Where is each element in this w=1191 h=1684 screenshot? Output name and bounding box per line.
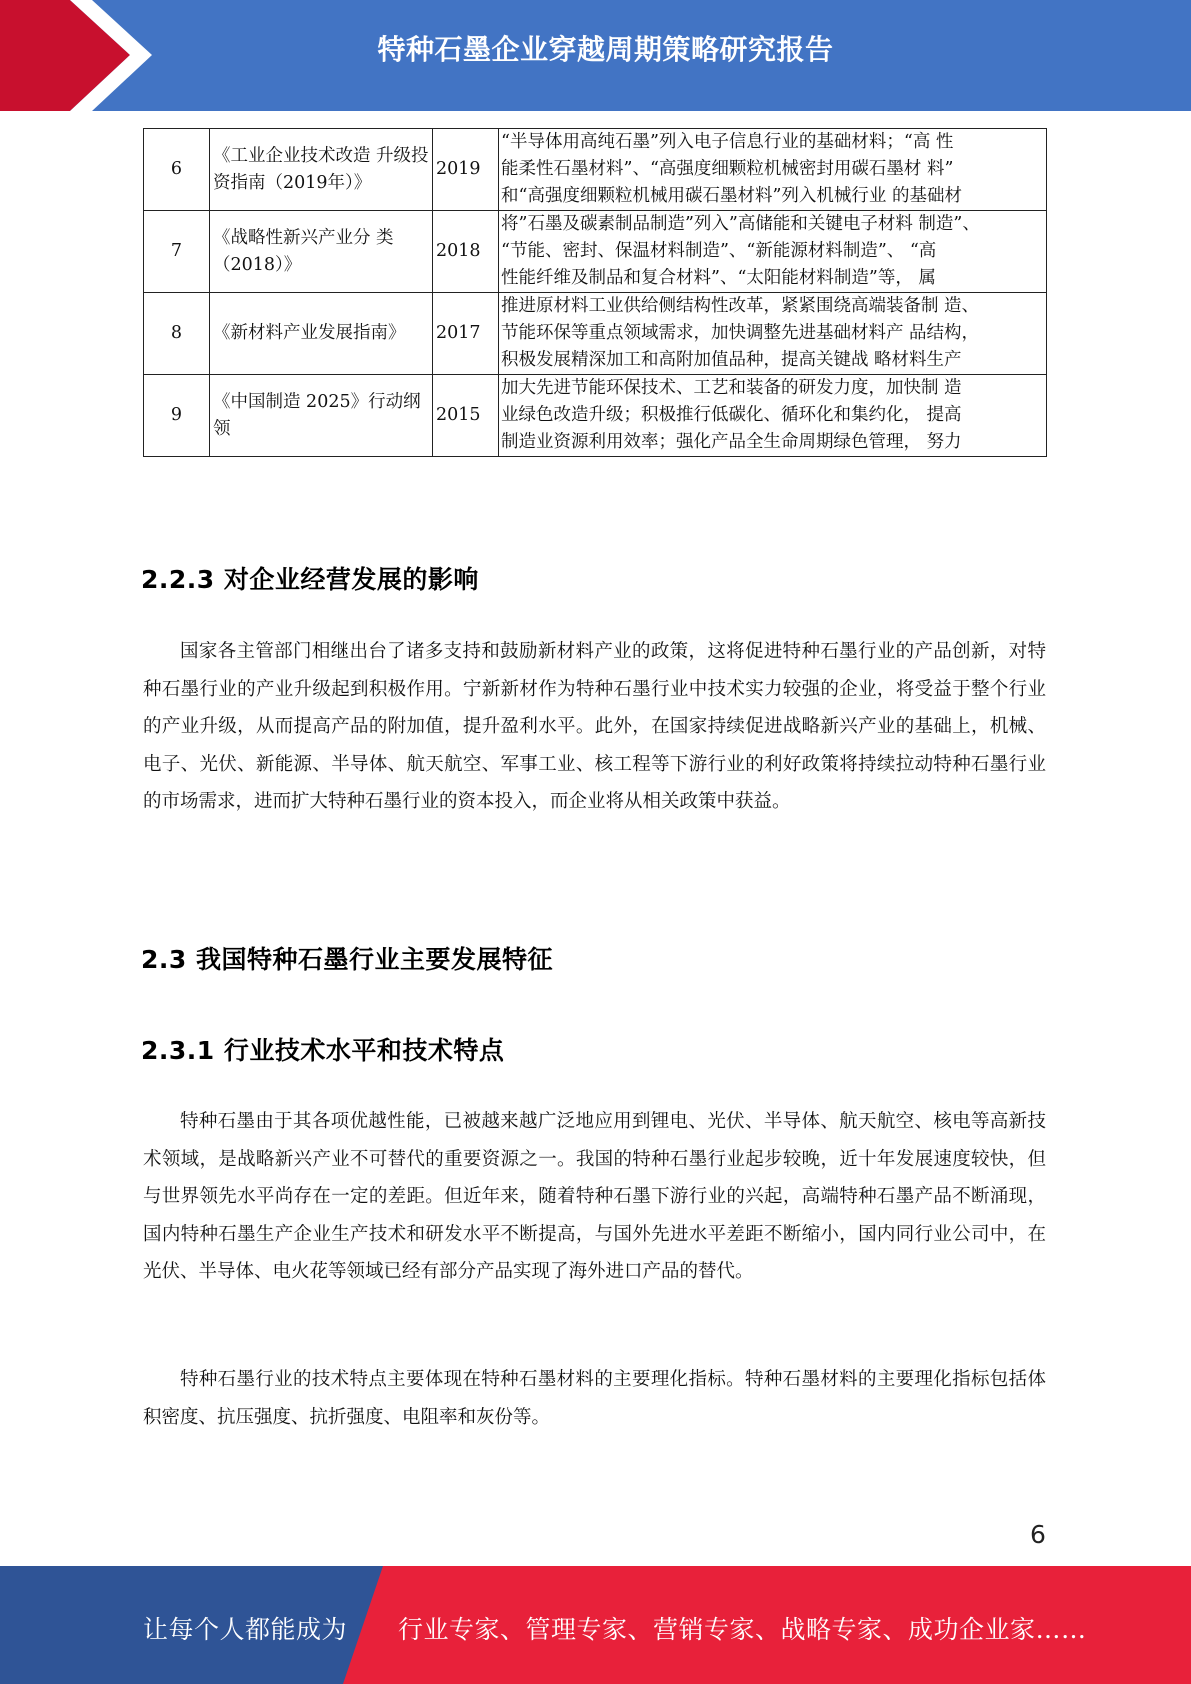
policy-content-cell [499, 293, 1047, 375]
footer-slogan-right: 行业专家、管理专家、营销专家、战略专家、成功企业家…… [398, 1615, 1087, 1644]
policy-content-cell [499, 375, 1047, 457]
policy-name-cell: 《中国制造 2025》行动纲领 [210, 375, 433, 457]
table-row [144, 211, 1047, 293]
policy-name-cell: 《工业企业技术改造 升级投资指南（2019年）》 [210, 129, 433, 211]
policy-content-text [499, 293, 1046, 374]
policy-content-text [499, 375, 1046, 456]
policy-content-line: 性能纤维及制品和复合材料”、“太阳能材料制造”等， 属 [501, 268, 936, 288]
policy-content-line: “半导体用高纯石墨”列入电子信息行业的基础材料；“高 性 [501, 132, 954, 152]
policy-content-cell [499, 211, 1047, 293]
policy-number-cell: 6 [144, 129, 210, 211]
policy-content-line: 能柔性石墨材料”、“高强度细颗粒机械密封用碳石墨材 料” [501, 159, 954, 179]
policy-year-cell: 2015 [433, 375, 499, 457]
policy-content-text [499, 211, 1046, 292]
policy-content-line: 业绿色改造升级；积极推行低碳化、循环化和集约化， 提高 [501, 405, 962, 425]
policy-name-cell: 《战略性新兴产业分 类（2018）》 [210, 211, 433, 293]
policy-content-line: “节能、密封、保温材料制造”、“新能源材料制造”、 “高 [501, 241, 937, 261]
policy-content-line: 和“高强度细颗粒机械用碳石墨材料”列入机械行业 的基础材 [501, 186, 962, 206]
section-heading-2-3-1: 2.3.1 行业技术水平和技术特点 [141, 1036, 505, 1065]
report-title: 特种石墨企业穿越周期策略研究报告 [377, 33, 834, 66]
section-heading-2-3: 2.3 我国特种石墨行业主要发展特征 [141, 945, 553, 974]
footer-slogan-left: 让每个人都能成为 [143, 1615, 348, 1644]
policy-number-cell: 7 [144, 211, 210, 293]
paragraph-technology-features: 特种石墨行业的技术特点主要体现在特种石墨材料的主要理化指标。特种石墨材料的主要理化指标包括体积密度、抗压强度、抗折强度、电阻率和灰份等。 [143, 1369, 1046, 1428]
policy-table-body [144, 129, 1047, 457]
page-footer [0, 1566, 1191, 1684]
paragraph-policy-impact: 国家各主管部门相继出台了诸多支持和鼓励新材料产业的政策，这将促进特种石墨行业的产品创新，对特种石墨行业的产业升级起到积极作用。宁新新材作为特种石墨行业中技术实力较强的企业，将受益于整个行业的产业升级，从而提高产品的附加值，提升盈利水平。此外，在国家持续促进战略新兴产业的基础上，机械、电子、光伏、新能源、半导体、航天航空、军事工业、核工程等下游行业的利好政策将持续拉动特种石墨行业的市场需求，进而扩大特种石墨行业的资本投入，而企业将从相关政策中获益。 [143, 641, 1046, 812]
policy-content-cell [499, 129, 1047, 211]
page-number: 6 [1030, 1520, 1046, 1549]
page-header [0, 0, 1191, 111]
paragraph-technology-level: 特种石墨由于其各项优越性能，已被越来越广泛地应用到锂电、光伏、半导体、航天航空、核电等高新技术领域，是战略新兴产业不可替代的重要资源之一。我国的特种石墨行业起步较晚，近十年发展速度较快，但与世界领先水平尚存在一定的差距。但近年来，随着特种石墨下游行业的兴起，高端特种石墨产品不断涌现，国内特种石墨生产企业生产技术和研发水平不断提高，与国外先进水平差距不断缩小，国内同行业公司中，在光伏、半导体、电火花等领域已经有部分产品实现了海外进口产品的替代。 [143, 1111, 1046, 1282]
policy-year-cell: 2017 [433, 293, 499, 375]
table-row [144, 375, 1047, 457]
policy-number-cell: 9 [144, 375, 210, 457]
policy-content-line: 节能环保等重点领域需求，加快调整先进基础材料产 品结构， [501, 323, 980, 343]
section-heading-2-2-3: 2.2.3 对企业经营发展的影响 [141, 565, 479, 594]
policy-content-line: 将”石墨及碳素制品制造”列入”高储能和关键电子材料 制造”、 [501, 214, 980, 234]
policy-content-text [499, 129, 1046, 210]
policy-year-cell: 2019 [433, 129, 499, 211]
policy-table [143, 128, 1047, 457]
policy-content-line: 推进原材料工业供给侧结构性改革，紧紧围绕高端装备制 造、 [501, 296, 980, 316]
policy-content-line: 积极发展精深加工和高附加值品种，提高关键战 略材料生产 [501, 350, 962, 370]
policy-content-line: 加大先进节能环保技术、工艺和装备的研发力度，加快制 造 [501, 378, 962, 398]
policy-content-line: 制造业资源利用效率；强化产品全生命周期绿色管理， 努力 [501, 432, 962, 452]
policy-number-cell: 8 [144, 293, 210, 375]
policy-name-cell: 《新材料产业发展指南》 [210, 293, 433, 375]
policy-year-cell: 2018 [433, 211, 499, 293]
table-row [144, 293, 1047, 375]
table-row [144, 129, 1047, 211]
